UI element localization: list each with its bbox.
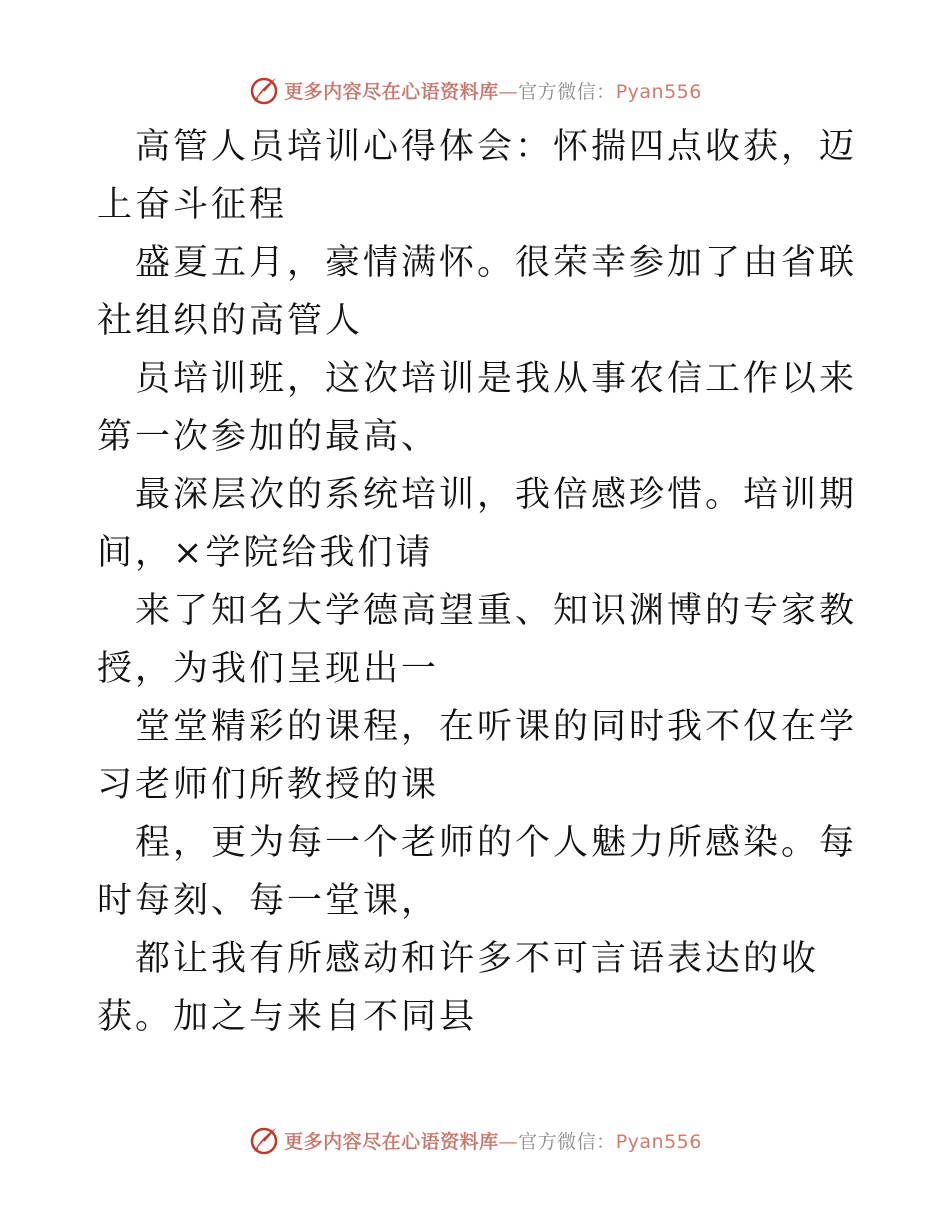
banner-wechat-id: Pyan556 [615,1130,702,1153]
paragraph: 盛夏五月，豪情满怀。很荣幸参加了由省联社组织的高管人 [97,243,858,341]
paragraph: 都让我有所感动和许多不可言语表达的收获。加之与来自不同县 [97,939,820,1037]
banner-brand: 更多内容尽在心语资料库 [284,80,499,103]
document-body [97,118,857,1046]
paragraph: 来了知名大学德高望重、知识渊博的专家教授，为我们呈现出一 [97,591,858,689]
banner-text [284,1127,702,1154]
footer-banner [0,1120,950,1160]
paragraph: 员培训班，这次培训是我从事农信工作以来第一次参加的最高、 [97,359,858,457]
banner-official-label: 官方微信： [518,1130,616,1153]
paragraph: 堂堂精彩的课程，在听课的同时我不仅在学习老师们所教授的课 [97,707,858,805]
banner-dash: — [498,1130,519,1153]
banner-official-label: 官方微信： [518,80,616,103]
paragraph: 程，更为每一个老师的个人魅力所感染。每时每刻、每一堂课， [97,823,858,921]
paragraph: 最深层次的系统培训，我倍感珍惜。培训期间，×学院给我们请 [97,475,858,573]
banner-dash: — [498,80,519,103]
document-title: 高管人员培训心得体会：怀揣四点收获，迈上奋斗征程 [97,127,858,225]
banner-brand: 更多内容尽在心语资料库 [284,1130,499,1153]
feather-pen-in-circle-icon [248,74,280,106]
banner-wechat-id: Pyan556 [615,80,702,103]
header-banner [0,70,950,110]
banner-text [284,77,702,104]
feather-pen-in-circle-icon [248,1124,280,1156]
